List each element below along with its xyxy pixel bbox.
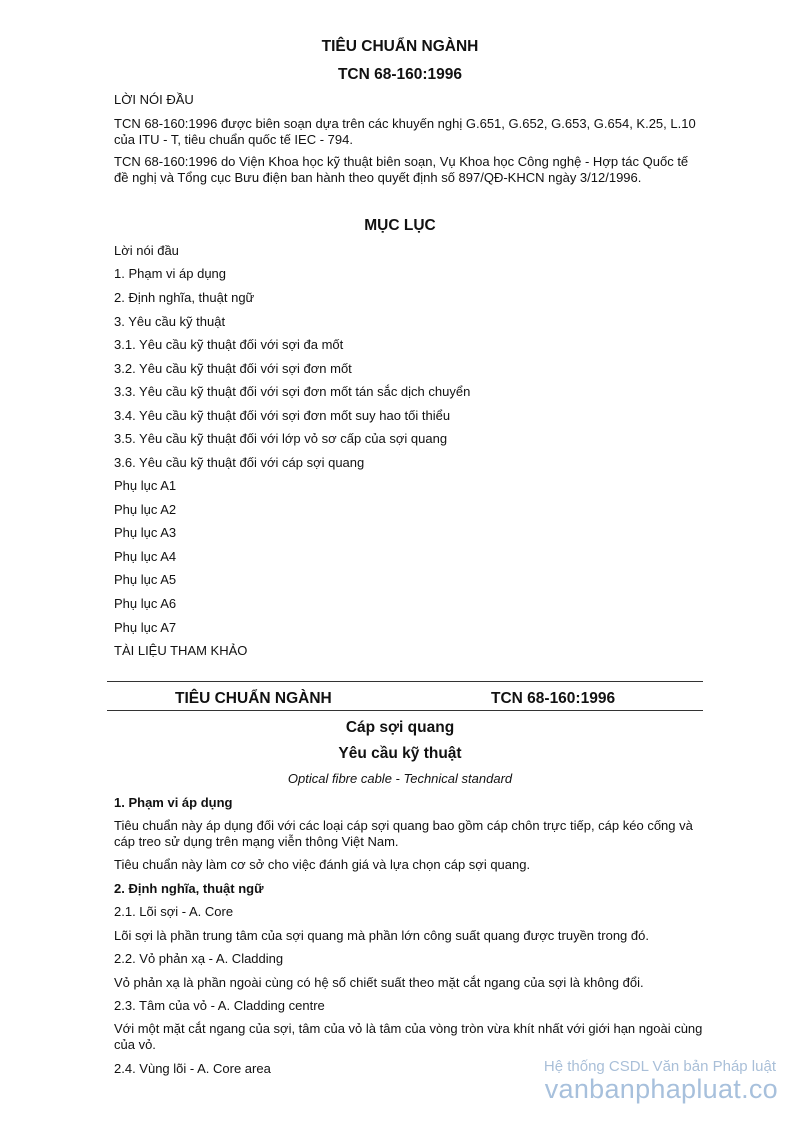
- watermark-line2: vanbanphapluat.co: [544, 1074, 778, 1104]
- standard-header-left: TIÊU CHUẨN NGÀNH: [175, 690, 332, 707]
- watermark-line1: Hệ thống CSDL Văn bản Pháp luật: [543, 1058, 776, 1075]
- document-title: Cáp sợi quang: [345, 719, 455, 736]
- toc-item: Phụ lục A7: [114, 620, 177, 635]
- definition-term: 2.4. Vùng lõi - A. Core area: [114, 1061, 271, 1076]
- toc-item: TÀI LIỆU THAM KHẢO: [114, 643, 248, 658]
- toc-item: 3.2. Yêu cầu kỹ thuật đối với sợi đơn mốt: [114, 361, 352, 376]
- section1-p2: Tiêu chuẩn này làm cơ sở cho việc đánh giá và lựa chọn cáp sợi quang.: [114, 857, 531, 872]
- toc-item: Phụ lục A3: [114, 525, 177, 540]
- section1-heading: 1. Phạm vi áp dụng: [114, 795, 233, 810]
- toc-item: Phụ lục A4: [114, 549, 177, 564]
- header-rule-top: [107, 681, 703, 682]
- foreword-p2-line2: đề nghị và Tổng cục Bưu điện ban hành theo quyết định số 897/QĐ-KHCN ngày 3/12/1996.: [114, 170, 642, 185]
- definition-text: Vỏ phản xạ là phần ngoài cùng có hệ số chiết suất theo mặt cắt ngang của sợi là không đổi.: [114, 975, 644, 990]
- definition-text-line2: của vỏ.: [114, 1037, 156, 1052]
- toc-item: 1. Phạm vi áp dụng: [114, 266, 227, 281]
- header-title: TIÊU CHUẨN NGÀNH: [321, 38, 479, 55]
- foreword-p2-line1: TCN 68-160:1996 do Viện Khoa học kỹ thuật biên soạn, Vụ Khoa học Công nghệ - Hợp tác Quốc tế: [114, 154, 689, 169]
- document-subtitle: Yêu cầu kỹ thuật: [338, 745, 462, 762]
- toc-item: 3.3. Yêu cầu kỹ thuật đối với sợi đơn mốt tán sắc dịch chuyển: [114, 384, 471, 399]
- header-rule-bottom: [107, 710, 703, 711]
- toc-item: 3.4. Yêu cầu kỹ thuật đối với sợi đơn mốt suy hao tối thiểu: [114, 408, 451, 423]
- toc-item: 3. Yêu cầu kỹ thuật: [114, 314, 226, 329]
- standard-header-right: TCN 68-160:1996: [491, 690, 616, 707]
- header-code: TCN 68-160:1996: [337, 66, 463, 83]
- toc-heading: MỤC LỤC: [364, 217, 436, 234]
- toc-item: Phụ lục A2: [114, 502, 177, 517]
- toc-item: Phụ lục A5: [114, 572, 177, 587]
- section1-p1-line1: Tiêu chuẩn này áp dụng đối với các loại cáp sợi quang bao gồm cáp chôn trực tiếp, cáp kéo cống và: [114, 818, 693, 833]
- toc-item: Phụ lục A1: [114, 478, 177, 493]
- toc-item: Lời nói đầu: [114, 243, 179, 258]
- foreword-p1-line2: của ITU - T, tiêu chuẩn quốc tế IEC - 794.: [114, 132, 353, 147]
- definition-term: 2.1. Lõi sợi - A. Core: [114, 904, 234, 919]
- foreword-heading: LỜI NÓI ĐẦU: [114, 92, 194, 107]
- definition-text-line1: Với một mặt cắt ngang của sợi, tâm của vỏ là tâm của vòng tròn vừa khít nhất với giới hạn ngoài cùng: [114, 1021, 703, 1036]
- toc-item: 3.1. Yêu cầu kỹ thuật đối với sợi đa mốt: [114, 337, 344, 352]
- definition-term: 2.2. Vỏ phản xạ - A. Cladding: [114, 951, 284, 966]
- definition-text: Lõi sợi là phần trung tâm của sợi quang mà phần lớn công suất quang được truyền trong đó.: [114, 928, 649, 943]
- document-english-title: Optical fibre cable - Technical standard: [287, 771, 513, 786]
- toc-item: Phụ lục A6: [114, 596, 177, 611]
- toc-item: 3.6. Yêu cầu kỹ thuật đối với cáp sợi quang: [114, 455, 365, 470]
- toc-item: 2. Định nghĩa, thuật ngữ: [114, 290, 255, 305]
- foreword-p1-line1: TCN 68-160:1996 được biên soạn dựa trên các khuyến nghị G.651, G.652, G.653, G.654, K.25, L.10: [114, 116, 696, 131]
- definition-term: 2.3. Tâm của vỏ - A. Cladding centre: [114, 998, 325, 1013]
- section2-heading: 2. Định nghĩa, thuật ngữ: [114, 881, 264, 896]
- section1-p1-line2: cáp treo sử dụng trên mạng viễn thông Việt Nam.: [114, 834, 399, 849]
- toc-item: 3.5. Yêu cầu kỹ thuật đối với lớp vỏ sơ cấp của sợi quang: [114, 431, 448, 446]
